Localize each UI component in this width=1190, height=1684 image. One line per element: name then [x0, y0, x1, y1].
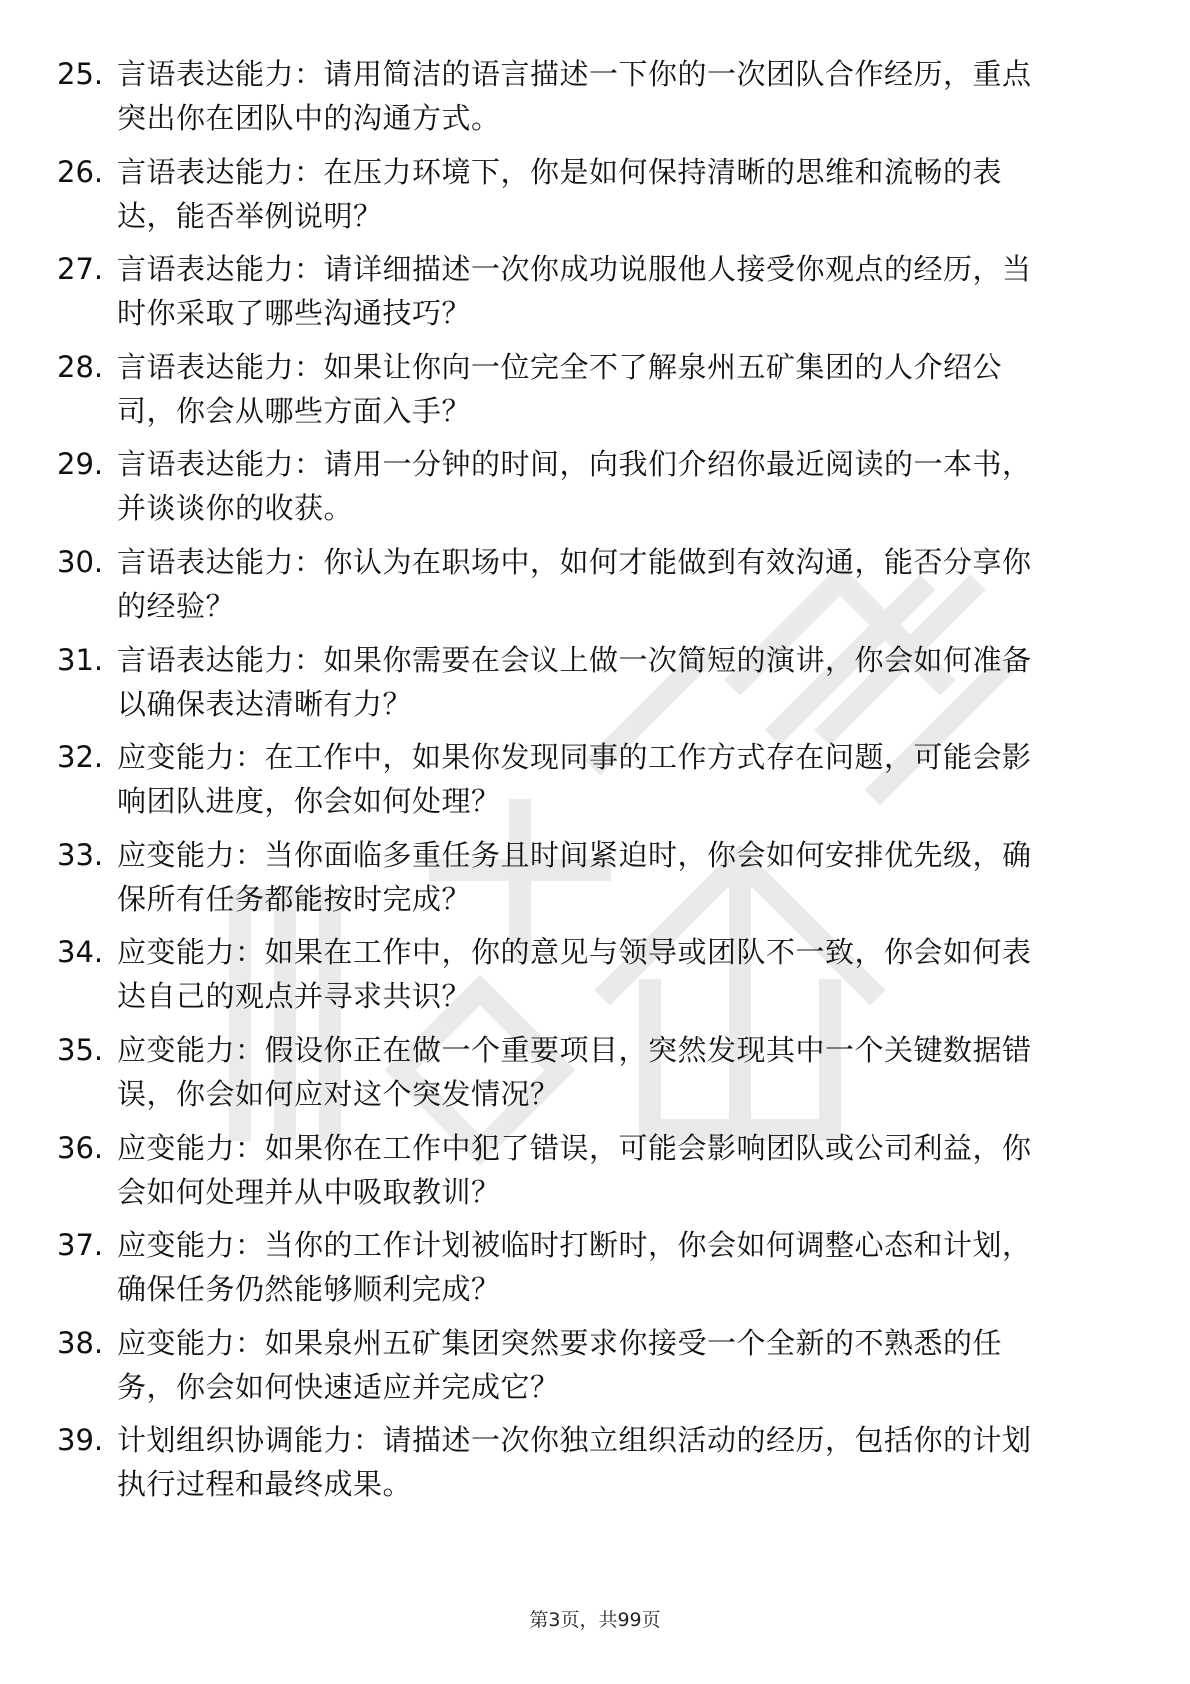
question-item: [0, 930, 1190, 1028]
question-number: 31.: [57, 642, 104, 677]
question-text: 计划组织协调能力：请描述一次你独立组织活动的经历，包括你的计划执行过程和最终成果。: [117, 1423, 1032, 1502]
question-text: 言语表达能力：在压力环境下，你是如何保持清晰的思维和流畅的表达，能否举例说明？: [117, 154, 1003, 233]
question-text: 应变能力：如果在工作中，你的意见与领导或团队不一致，你会如何表达自己的观点并寻求共识？: [117, 935, 1032, 1014]
question-item: [0, 442, 1190, 540]
question-text: 应变能力：在工作中，如果你发现同事的工作方式存在问题，可能会影响团队进度，你会如何处理？: [117, 740, 1032, 819]
question-number: 30.: [57, 544, 104, 579]
question-number: 27.: [57, 252, 104, 287]
question-number: 35.: [57, 1032, 104, 1067]
question-item: [0, 1028, 1190, 1126]
question-text: 应变能力：如果泉州五矿集团突然要求你接受一个全新的不熟悉的任务，你会如何快速适应并完成它？: [117, 1325, 1003, 1404]
question-number: 29.: [57, 447, 104, 482]
question-item: [0, 345, 1190, 443]
question-item: [0, 52, 1190, 150]
question-text: 言语表达能力：请详细描述一次你成功说服他人接受你观点的经历，当时你采取了哪些沟通技巧？: [117, 252, 1032, 331]
question-number: 39.: [57, 1423, 104, 1458]
question-number: 28.: [57, 349, 104, 384]
page-number-label: 第3页，共99页: [529, 1609, 661, 1631]
question-number: 25.: [57, 57, 104, 91]
question-item: [0, 247, 1190, 345]
question-list: [0, 52, 1190, 1516]
question-text: 言语表达能力：你认为在职场中，如何才能做到有效沟通，能否分享你的经验？: [117, 544, 1032, 623]
question-item: [0, 1223, 1190, 1321]
question-text: 应变能力：当你的工作计划被临时打断时，你会如何调整心态和计划，确保任务仍然能够顺利完成？: [117, 1228, 1032, 1307]
question-number: 37.: [57, 1228, 104, 1263]
question-text: 应变能力：如果你在工作中犯了错误，可能会影响团队或公司利益，你会如何处理并从中吸取教训？: [117, 1130, 1032, 1209]
question-item: [0, 150, 1190, 248]
question-number: 34.: [57, 935, 104, 970]
page-footer: [0, 1605, 1190, 1632]
question-item: [0, 833, 1190, 931]
question-text: 言语表达能力：请用一分钟的时间，向我们介绍你最近阅读的一本书，并谈谈你的收获。: [117, 447, 1032, 526]
question-number: 33.: [57, 837, 104, 872]
question-item: [0, 638, 1190, 736]
question-number: 36.: [57, 1130, 104, 1165]
question-number: 38.: [57, 1325, 104, 1360]
question-item: [0, 1321, 1190, 1419]
question-item: [0, 1418, 1190, 1516]
question-text: 应变能力：假设你正在做一个重要项目，突然发现其中一个关键数据错误，你会如何应对这个突发情况？: [117, 1032, 1032, 1111]
question-text: 言语表达能力：如果你需要在会议上做一次简短的演讲，你会如何准备以确保表达清晰有力？: [117, 642, 1032, 721]
question-item: [0, 735, 1190, 833]
question-text: 言语表达能力：请用简洁的语言描述一下你的一次团队合作经历，重点突出你在团队中的沟通方式。: [117, 57, 1032, 135]
question-text: 应变能力：当你面临多重任务且时间紧迫时，你会如何安排优先级，确保所有任务都能按时完成？: [117, 837, 1032, 916]
question-item: [0, 1126, 1190, 1224]
question-text: 言语表达能力：如果让你向一位完全不了解泉州五矿集团的人介绍公司，你会从哪些方面入手？: [117, 349, 1003, 428]
question-number: 32.: [57, 740, 104, 775]
question-number: 26.: [57, 154, 104, 189]
question-item: [0, 540, 1190, 638]
